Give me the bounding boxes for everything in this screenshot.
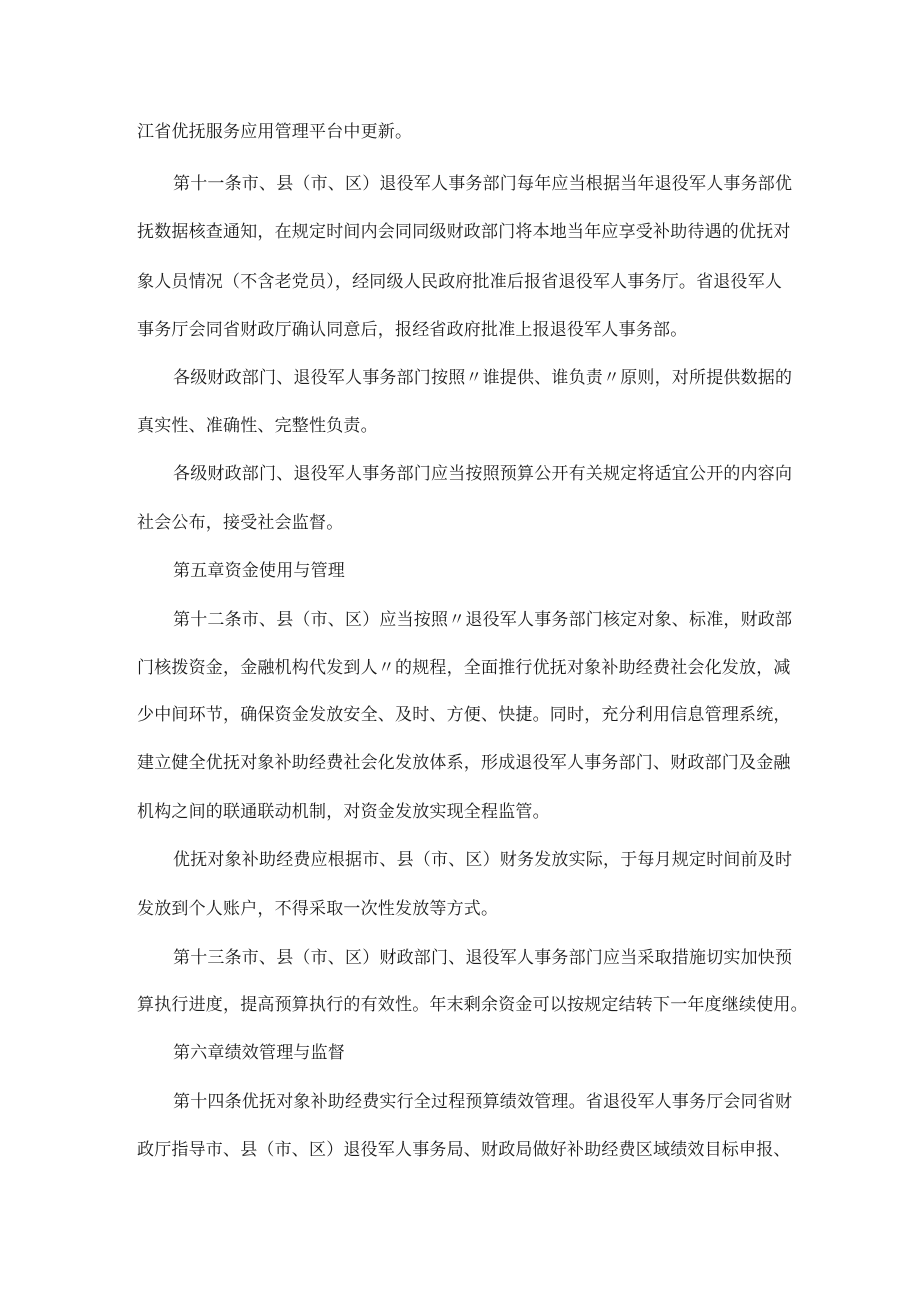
text-line: 算执行进度，提高预算执行的有效性。年末剩余资金可以按规定结转下一年度继续使用。 — [137, 995, 808, 1015]
chapter-heading: 第六章绩效管理与监督 — [173, 1043, 345, 1063]
text-line: 社会公布，接受社会监督。 — [137, 513, 344, 533]
text-line: 建立健全优抚对象补助经费社会化发放体系，形成退役军人事务部门、财政部门及金融 — [137, 753, 791, 773]
text-line: 门核拨资金，金融机构代发到人〃的规程，全面推行优抚对象补助经费社会化发放，减 — [137, 658, 791, 678]
chapter-heading: 第五章资金使用与管理 — [173, 561, 345, 581]
text-line: 江省优抚服务应用管理平台中更新。 — [137, 122, 413, 142]
text-line: 优抚对象补助经费应根据市、县（市、区）财务发放实际，于每月规定时间前及时 — [173, 850, 793, 870]
text-line: 发放到个人账户，不得采取一次性发放等方式。 — [137, 899, 499, 919]
text-line: 第十一条市、县（市、区）退役军人事务部门每年应当根据当年退役军人事务部优 — [173, 174, 793, 194]
text-line: 各级财政部门、退役军人事务部门按照〃谁提供、谁负责〃原则，对所提供数据的 — [173, 368, 793, 388]
text-line: 真实性、准确性、完整性负责。 — [137, 416, 378, 436]
text-line: 第十二条市、县（市、区）应当按照〃退役军人事务部门核定对象、标准，财政部 — [173, 610, 793, 630]
text-line: 各级财政部门、退役军人事务部门应当按照预算公开有关规定将适宜公开的内容向 — [173, 464, 793, 484]
text-line: 事务厅会同省财政厅确认同意后，报经省政府批准上报退役军人事务部。 — [137, 320, 688, 340]
text-line: 第十四条优抚对象补助经费实行全过程预算绩效管理。省退役军人事务厅会同省财 — [173, 1092, 793, 1112]
text-line: 少中间环节，确保资金发放安全、及时、方便、快捷。同时，充分利用信息管理系统， — [137, 705, 791, 725]
text-line: 象人员情况（不含老党员），经同级人民政府批准后报省退役军人事务厅。省退役军人 — [137, 272, 783, 292]
text-line: 抚数据核查通知，在规定时间内会同同级财政部门将本地当年应享受补助待遇的优抚对 — [137, 222, 791, 242]
text-line: 第十三条市、县（市、区）财政部门、退役军人事务部门应当采取措施切实加快预 — [173, 948, 793, 968]
text-line: 机构之间的联通联动机制，对资金发放实现全程监管。 — [137, 802, 550, 822]
text-line: 政厅指导市、县（市、区）退役军人事务局、财政局做好补助经费区域绩效目标申报、 — [137, 1140, 791, 1160]
